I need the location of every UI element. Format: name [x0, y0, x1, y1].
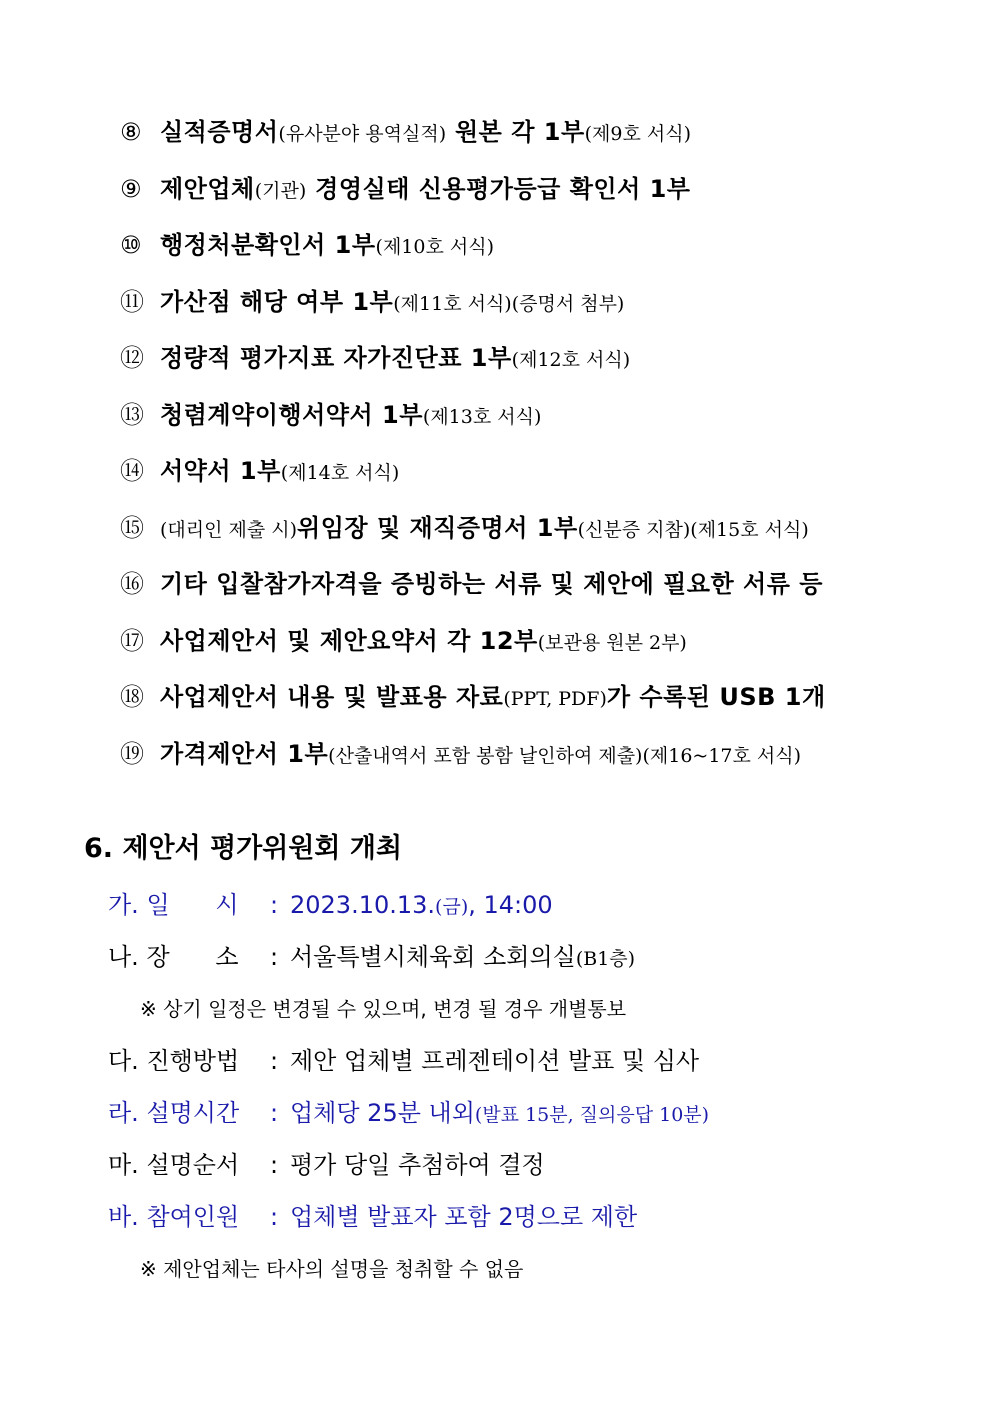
item-main-text: 원본 각 1부	[446, 118, 585, 146]
item-note: (신분증 지참)(제15호 서식)	[577, 518, 809, 541]
item-number: ⑬	[120, 400, 144, 429]
committee-info	[108, 884, 978, 1300]
item-note: (대리인 제출 시)	[160, 518, 298, 541]
info-key: 나. 장 소	[108, 943, 239, 971]
item-main-text: 행정처분확인서 1부	[160, 231, 376, 259]
item-main-text: 경영실태 신용평가등급 확인서 1부	[306, 174, 691, 203]
info-key: 바. 참여인원	[108, 1203, 240, 1231]
list-item	[120, 508, 980, 565]
item-note: (제14호 서식)	[280, 462, 400, 484]
item-note: (제9호 서식)	[584, 123, 692, 145]
item-note: (제11호 서식)(증명서 첨부)	[393, 292, 625, 315]
list-item	[120, 112, 980, 169]
list-item	[120, 225, 980, 282]
item-number: ⑯	[120, 570, 144, 598]
item-main-text: 기타 입찰참가자격을 증빙하는 서류 및 제안에 필요한 서류 등	[160, 570, 823, 598]
info-date: 가. 일 시 : 2023.10.13.(금), 14:00	[108, 884, 978, 936]
item-number: ⑰	[120, 626, 144, 655]
item-note: (제10호 서식)	[375, 236, 494, 258]
info-key: 라. 설명시간	[108, 1099, 240, 1127]
list-item	[120, 677, 980, 734]
schedule-note: ※ 상기 일정은 변경될 수 있으며, 변경 될 경우 개별통보	[140, 997, 627, 1021]
list-item	[120, 169, 980, 226]
list-item	[120, 621, 980, 678]
list-item	[120, 451, 980, 508]
info-value: 제안 업체별 프레젠테이션 발표 및 심사	[290, 1047, 700, 1075]
info-method: 다. 진행방법 : 제안 업체별 프레젠테이션 발표 및 심사	[108, 1040, 978, 1092]
list-item	[120, 282, 980, 339]
presentation-note: ※ 제안업체는 타사의 설명을 청취할 수 없음	[140, 1257, 524, 1281]
info-note: (금)	[435, 896, 469, 918]
item-note: (제12호 서식)	[511, 349, 631, 371]
item-note: (PPT, PDF)	[503, 688, 607, 710]
item-number: ⑨	[120, 174, 142, 203]
item-note: (기관)	[254, 179, 307, 202]
info-value: 2023.10.13.	[290, 891, 436, 919]
info-key: 가. 일 시	[108, 891, 239, 919]
item-note: (산출내역서 포함 봉함 날인하여 제출)(제16~17호 서식)	[328, 744, 802, 767]
item-main-text: 사업제안서 및 제안요약서 각 12부	[160, 626, 538, 655]
item-note: (제13호 서식)	[422, 405, 542, 428]
info-value: 업체당 25분 내외	[290, 1099, 475, 1127]
list-item	[120, 395, 980, 452]
item-note: (유사분야 용역실적)	[278, 123, 447, 145]
section-title: 6. 제안서 평가위원회 개최	[84, 833, 403, 864]
list-item	[120, 734, 980, 791]
item-main-text: 정량적 평가지표 자가진단표 1부	[160, 344, 512, 372]
info-value: 서울특별시체육회 소회의실	[290, 943, 576, 971]
info-order: 마. 설명순서 : 평가 당일 추첨하여 결정	[108, 1144, 978, 1196]
item-main-text: 실적증명서	[160, 118, 279, 146]
item-number: ⑭	[120, 457, 144, 485]
item-number: ⑫	[120, 344, 144, 372]
item-main-text: 가격제안서 1부	[160, 739, 329, 768]
item-number: ⑲	[120, 739, 144, 768]
info-note: (B1층)	[575, 948, 636, 970]
info-value: 업체별 발표자 포함 2명으로 제한	[290, 1203, 638, 1231]
info-key: 다. 진행방법	[108, 1047, 240, 1075]
item-number: ⑮	[120, 513, 144, 542]
info-value: 평가 당일 추첨하여 결정	[290, 1151, 545, 1179]
item-number: ⑧	[120, 118, 142, 146]
item-number: ⑱	[120, 683, 144, 711]
info-people: 바. 참여인원 : 업체별 발표자 포함 2명으로 제한	[108, 1196, 978, 1248]
item-main-text: 서약서 1부	[160, 457, 281, 485]
item-note: (보관용 원본 2부)	[537, 631, 687, 654]
item-number: ⑩	[120, 231, 142, 259]
submission-list	[120, 112, 980, 790]
item-main-text: 제안업체	[160, 174, 255, 203]
info-note: (발표 15분, 질의응답 10분)	[474, 1104, 710, 1126]
info-time: 라. 설명시간 : 업체당 25분 내외(발표 15분, 질의응답 10분)	[108, 1092, 978, 1144]
item-number: ⑪	[120, 287, 144, 316]
item-main-text: 가 수록된 USB 1개	[606, 683, 826, 711]
info-key: 마. 설명순서	[108, 1151, 240, 1179]
info-place: 나. 장 소 : 서울특별시체육회 소회의실(B1층)	[108, 936, 978, 988]
item-main-text: 청렴계약이행서약서 1부	[160, 400, 423, 429]
item-main-text: 가산점 해당 여부 1부	[160, 287, 394, 316]
item-main-text: 위임장 및 재직증명서 1부	[297, 513, 578, 542]
list-item	[120, 338, 980, 395]
item-main-text: 사업제안서 내용 및 발표용 자료	[160, 683, 504, 711]
list-item	[120, 564, 980, 621]
